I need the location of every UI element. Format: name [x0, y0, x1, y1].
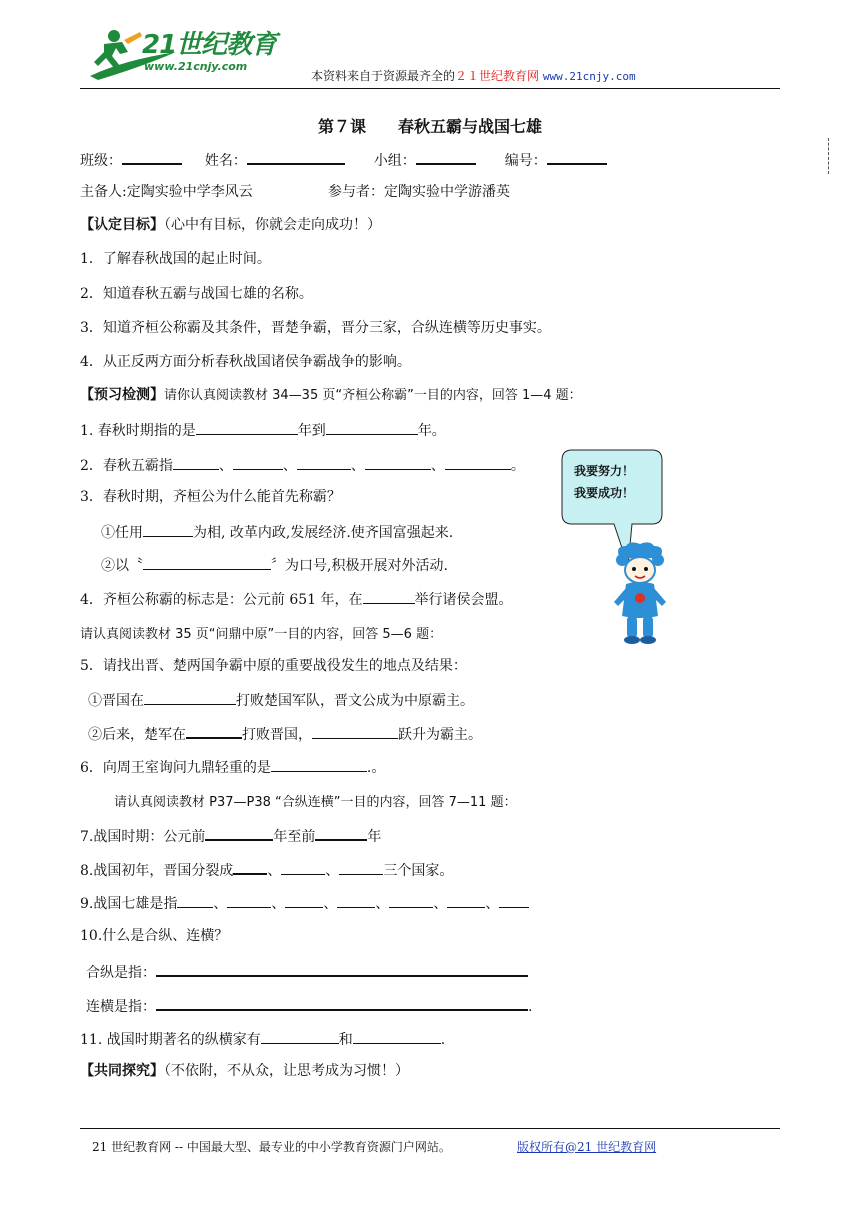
answer-blank[interactable] [227, 893, 271, 908]
explore-heading-note: （不依附，不从众，让思考成为习惯！） [164, 1063, 409, 1079]
name-label: 姓名： [204, 153, 247, 169]
answer-blank[interactable] [205, 825, 273, 841]
header-note-prefix: 本资料来自于资源最齐全的 [311, 69, 456, 83]
group-field[interactable] [416, 149, 476, 165]
answer-blank[interactable] [261, 1029, 339, 1044]
answer-blank[interactable] [353, 1029, 441, 1044]
preview-heading: 【预习检测】请你认真阅读教材 34—35 页“齐桓公称霸”一目的内容，回答 1—4 题： [80, 387, 582, 403]
header-note-url[interactable]: www.21cnjy.com [542, 70, 636, 83]
goals-heading: 【认定目标】（心中有目标，你就会走向成功！） [80, 217, 381, 233]
goal-item: 1．了解春秋战国的起止时间。 [80, 251, 271, 267]
explore-heading: 【共同探究】（不依附，不从众，让思考成为习惯！） [80, 1063, 409, 1079]
logo-url: www.21cnjy.com [144, 60, 248, 73]
preparer: 主备人:定陶实验中学李风云 [80, 184, 253, 200]
preview-heading-note: 请你认真阅读教材 34—35 页“齐桓公称霸”一目的内容，回答 1—4 题： [164, 388, 582, 403]
question-5-sub-1: ①晋国在 打败楚国军队，晋文公成为中原霸主。 [88, 690, 474, 710]
answer-blank[interactable] [285, 893, 323, 908]
answer-blank[interactable] [143, 555, 271, 570]
answer-blank[interactable] [337, 893, 375, 908]
goal-item: 3．知道齐桓公称霸及其条件，晋楚争霸，晋分三家，合纵连横等历史事实。 [80, 320, 551, 336]
goal-item: 4．从正反两方面分析春秋战国诸侯争霸战争的影响。 [80, 354, 411, 370]
bubble-line-1: 我要努力！ [574, 464, 635, 478]
answer-blank[interactable] [233, 859, 267, 875]
participant: 参与者：定陶实验中学游潘英 [328, 184, 510, 200]
answer-blank[interactable] [297, 455, 351, 470]
header-divider [80, 88, 780, 89]
question-3-sub-1: ①任用 为相, 改革内政,发展经济.使齐国富强起来. [101, 522, 453, 542]
answer-blank[interactable] [196, 420, 298, 435]
answer-blank[interactable] [363, 589, 415, 604]
goals-heading-note: （心中有目标，你就会走向成功！） [164, 217, 381, 233]
question-3: 3．春秋时期，齐桓公为什么能首先称霸？ [80, 489, 341, 505]
answer-blank[interactable] [186, 723, 242, 739]
answer-blank[interactable] [312, 724, 398, 739]
question-11: 11. 战国时期著名的纵横家有 和 . [80, 1029, 445, 1049]
question-6: 6．向周王室询问九鼎轻重的是 .。 [80, 757, 385, 777]
answer-blank[interactable] [389, 893, 433, 908]
question-9: 9.战国七雄是指 、 、 、 、 、 、 [80, 893, 529, 913]
answer-blank[interactable] [447, 893, 485, 908]
page-title: 第７课 春秋五霸与战国七雄 [317, 117, 542, 136]
footer-copyright-link[interactable]: 版权所有@21 世纪教育网 [517, 1140, 657, 1154]
answer-blank[interactable] [339, 860, 383, 875]
class-label: 班级： [80, 153, 122, 169]
answer-blank[interactable] [271, 757, 367, 772]
goal-item: 2．知道春秋五霸与战国七雄的名称。 [80, 286, 313, 302]
answer-blank[interactable] [177, 893, 213, 908]
answer-blank[interactable] [233, 455, 283, 470]
mascot-illustration [610, 540, 670, 646]
question-2: 2．春秋五霸指 、 、 、 、 。 [80, 455, 525, 475]
answer-blank[interactable] [281, 860, 325, 875]
logo-text: 21世纪教育 [142, 30, 277, 60]
question-10-sub-2: 连横是指： . [86, 995, 532, 1016]
footer-divider [80, 1128, 780, 1129]
answer-blank[interactable] [365, 455, 431, 470]
info-row [80, 149, 607, 170]
section-instruction: 请认真阅读教材 P37—P38 “合纵连横”一目的内容，回答 7—11 题： [114, 795, 517, 810]
answer-blank[interactable] [173, 455, 219, 470]
margin-mark [828, 138, 830, 174]
answer-blank[interactable] [143, 522, 193, 537]
number-field[interactable] [547, 149, 607, 165]
answer-blank[interactable] [144, 690, 236, 705]
question-5: 5．请找出晋、楚两国争霸中原的重要战役发生的地点及结果： [80, 658, 467, 674]
section-instruction: 请认真阅读教材 35 页“问鼎中原”一目的内容，回答 5—6 题： [80, 627, 443, 642]
question-1: 1. 春秋时期指的是 年到 年。 [80, 420, 446, 440]
answer-blank[interactable] [499, 893, 529, 908]
question-4: 4．齐桓公称霸的标志是：公元前 651 年，在 举行诸侯会盟。 [80, 589, 513, 609]
bubble-line-2: 我要成功！ [574, 486, 635, 500]
mascot-icon [610, 540, 670, 646]
question-8: 8.战国初年，晋国分裂成 、 、 三个国家。 [80, 859, 453, 880]
question-7: 7.战国时期：公元前 年至前 年 [80, 825, 381, 846]
answer-blank[interactable] [156, 995, 528, 1011]
number-label: 编号： [504, 153, 547, 169]
header-note-brand: ２１世纪教育网 [455, 69, 540, 83]
answer-blank[interactable] [326, 420, 418, 435]
answer-blank[interactable] [315, 825, 367, 841]
question-10-sub-1: 合纵是指： [86, 961, 528, 982]
footer-left: 21 世纪教育网 -- 中国最大型、最专业的中小学教育资源门户网站。 [92, 1140, 451, 1154]
name-field[interactable] [247, 149, 345, 165]
question-10: 10.什么是合纵、连横？ [80, 928, 229, 944]
answer-blank[interactable] [445, 455, 511, 470]
group-label: 小组： [373, 153, 416, 169]
header-note [311, 67, 636, 84]
site-logo [84, 22, 284, 84]
answer-blank[interactable] [156, 961, 528, 977]
question-3-sub-2: ②以〝 〞为口号,积极开展对外活动. [101, 555, 448, 575]
class-field[interactable] [122, 149, 182, 165]
question-5-sub-2: ②后来，楚军在 打败晋国， 跃升为霸主。 [88, 723, 482, 744]
